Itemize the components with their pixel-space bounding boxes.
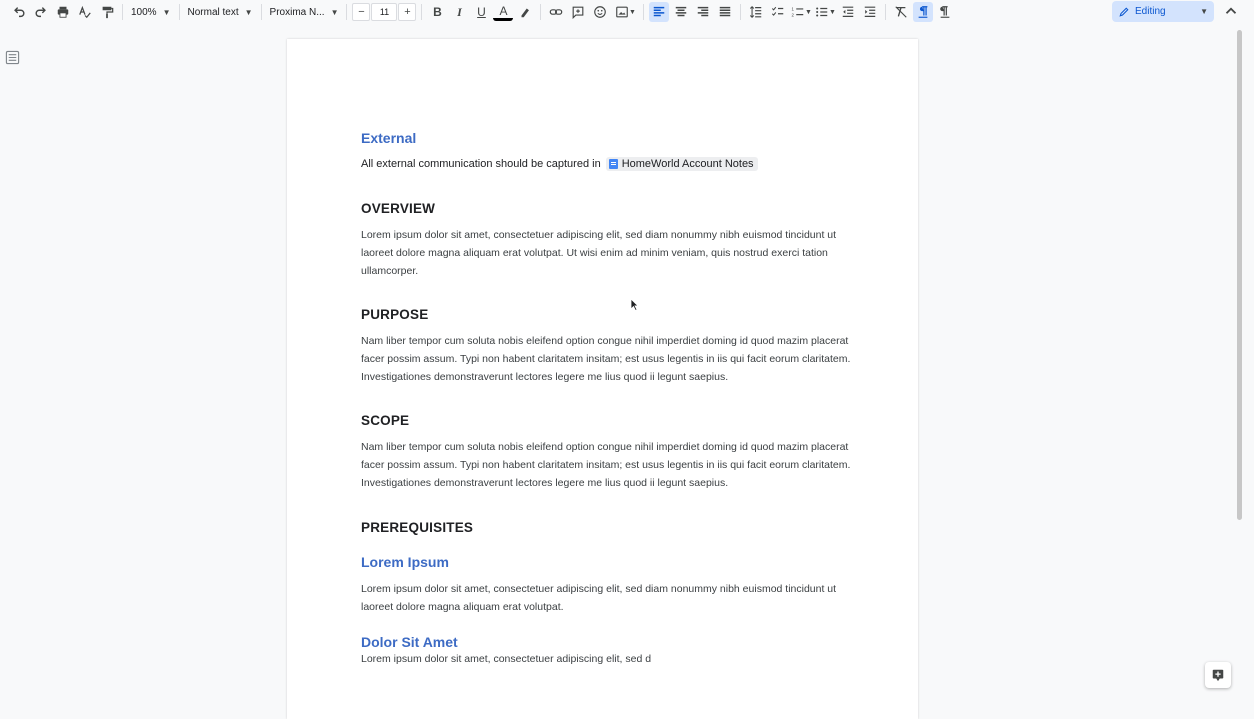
purpose-heading: PURPOSE — [361, 307, 429, 322]
spellcheck-icon — [78, 5, 92, 19]
chevron-down-icon: ▼ — [244, 7, 253, 17]
explore-icon — [1211, 668, 1225, 682]
chevron-down-icon: ▼ — [629, 8, 636, 16]
align-center-button[interactable] — [671, 2, 691, 22]
lorem-ipsum-paragraph: Lorem ipsum dolor sit amet, consectetuer adipiscing elit, sed diam nonummy nibh euismod tincidunt ut laoreet dolore magna aliquam erat volutpat. — [361, 583, 837, 613]
increase-font-size-button[interactable]: + — [398, 3, 416, 21]
style-value: Normal text — [187, 6, 239, 18]
scope-heading: SCOPE — [361, 413, 410, 428]
print-button[interactable] — [53, 2, 73, 22]
dolor-sit-amet-paragraph: Lorem ipsum dolor sit amet, consectetuer adipiscing elit, sed d — [361, 653, 652, 665]
insert-link-button[interactable] — [546, 2, 566, 22]
bold-button[interactable]: B — [433, 5, 442, 19]
emoji-icon — [593, 5, 607, 19]
lorem-ipsum-heading: Lorem Ipsum — [361, 554, 449, 570]
italic-button[interactable]: I — [457, 4, 462, 19]
divider — [740, 4, 741, 20]
redo-button[interactable] — [31, 2, 51, 22]
numbered-list-button[interactable] — [790, 2, 812, 22]
divider — [346, 4, 347, 20]
doc-link-chip[interactable] — [606, 157, 758, 171]
overview-paragraph: Lorem ipsum dolor sit amet, consectetuer adipiscing elit, sed diam nonummy nibh euismod tincidunt ut laoreet dolore magna aliquam erat volutpat. Ut wisi enim ad minim veniam, quis nostrud exerci tation ullamcorper. — [361, 229, 837, 277]
highlight-button[interactable] — [515, 2, 535, 22]
chevron-down-icon: ▼ — [330, 7, 339, 17]
align-left-icon — [652, 5, 666, 19]
clear-format-icon — [894, 5, 908, 19]
redo-icon — [34, 5, 48, 19]
text-color-button[interactable]: A — [493, 4, 513, 21]
scope-paragraph: Nam liber tempor cum soluta nobis eleifend option congue nihil imperdiet doming id quod mazim placerat facer possim assum. Typi non habent claritatem insitam; est usus legentis in iis qui facit eorum claritatem. Investigationes demonstraverunt lectores legere me lius quod ii legunt saepius. — [361, 441, 851, 489]
print-icon — [56, 5, 70, 19]
mouse-cursor-icon — [630, 298, 640, 312]
align-left-button[interactable] — [649, 2, 669, 22]
image-icon — [615, 5, 629, 19]
pencil-icon — [1118, 6, 1130, 18]
divider — [643, 4, 644, 20]
line-spacing-button[interactable] — [746, 2, 766, 22]
chevron-down-icon: ▼ — [829, 8, 836, 16]
increase-indent-button[interactable] — [860, 2, 880, 22]
purpose-paragraph: Nam liber tempor cum soluta nobis eleifend option congue nihil imperdiet doming id quod mazim placerat facer possim assum. Typi non habent claritatem insitam; est usus legentis in iis qui facit eorum claritatem. Investigationes demonstraverunt lectores legere me lius quod ii legunt saepius. — [361, 335, 851, 383]
editing-mode-label: Editing — [1135, 6, 1166, 17]
svg-text:1: 1 — [791, 6, 794, 12]
explore-button[interactable] — [1205, 662, 1231, 688]
divider — [885, 4, 886, 20]
chevron-down-icon: ▼ — [162, 7, 171, 17]
highlight-icon — [518, 5, 532, 19]
undo-icon — [12, 5, 26, 19]
divider — [261, 4, 262, 20]
increase-indent-icon — [863, 5, 877, 19]
divider — [540, 4, 541, 20]
chip-label: HomeWorld Account Notes — [621, 158, 754, 170]
numbered-list-icon — [791, 5, 805, 19]
document-page[interactable] — [287, 39, 918, 719]
outline-icon — [5, 50, 20, 65]
link-icon — [549, 5, 563, 19]
chip-doc-icon — [609, 159, 618, 169]
external-text: All external communication should be captured in — [361, 158, 601, 170]
overview-heading: OVERVIEW — [361, 201, 436, 216]
divider — [122, 4, 123, 20]
ltr-icon — [916, 5, 930, 19]
vertical-scrollbar[interactable] — [1237, 30, 1242, 520]
undo-button[interactable] — [9, 2, 29, 22]
dolor-sit-amet-heading: Dolor Sit Amet — [361, 634, 458, 650]
paint-format-button[interactable] — [97, 2, 117, 22]
chevron-up-icon — [1222, 2, 1240, 20]
chevron-down-icon: ▼ — [1200, 7, 1208, 16]
clear-formatting-button[interactable] — [891, 2, 911, 22]
prerequisites-heading: PREREQUISITES — [361, 520, 474, 535]
hide-menus-button[interactable] — [1222, 2, 1240, 20]
divider — [179, 4, 180, 20]
ltr-button[interactable] — [913, 2, 933, 22]
document-outline-button[interactable] — [5, 50, 20, 65]
rtl-icon — [938, 5, 952, 19]
decrease-indent-button[interactable] — [838, 2, 858, 22]
external-line — [361, 157, 758, 171]
svg-text:2: 2 — [791, 12, 794, 18]
font-size-input[interactable]: 11 — [371, 3, 397, 21]
justify-icon — [718, 5, 732, 19]
editing-mode-button[interactable] — [1112, 1, 1214, 22]
style-select[interactable] — [184, 2, 257, 22]
bulleted-list-icon — [815, 5, 829, 19]
spellcheck-button[interactable] — [75, 2, 95, 22]
toolbar — [0, 0, 1254, 24]
zoom-value: 100% — [131, 6, 157, 18]
divider — [421, 4, 422, 20]
align-right-icon — [696, 5, 710, 19]
insert-image-button[interactable] — [612, 2, 638, 22]
font-value: Proxima N... — [269, 6, 325, 18]
justify-button[interactable] — [715, 2, 735, 22]
decrease-indent-icon — [841, 5, 855, 19]
comment-icon — [571, 5, 585, 19]
align-right-button[interactable] — [693, 2, 713, 22]
emoji-button[interactable] — [590, 2, 610, 22]
line-spacing-icon — [749, 5, 763, 19]
add-comment-button[interactable] — [568, 2, 588, 22]
decrease-font-size-button[interactable]: − — [352, 3, 370, 21]
underline-button[interactable]: U — [477, 5, 486, 19]
zoom-select[interactable] — [127, 2, 175, 22]
bulleted-list-button[interactable] — [814, 2, 836, 22]
checklist-icon — [771, 5, 785, 19]
font-select[interactable] — [266, 2, 343, 22]
checklist-button[interactable] — [768, 2, 788, 22]
align-center-icon — [674, 5, 688, 19]
heading-external: External — [361, 130, 417, 146]
chevron-down-icon: ▼ — [805, 8, 812, 16]
paint-format-icon — [100, 5, 114, 19]
rtl-button[interactable] — [935, 2, 955, 22]
